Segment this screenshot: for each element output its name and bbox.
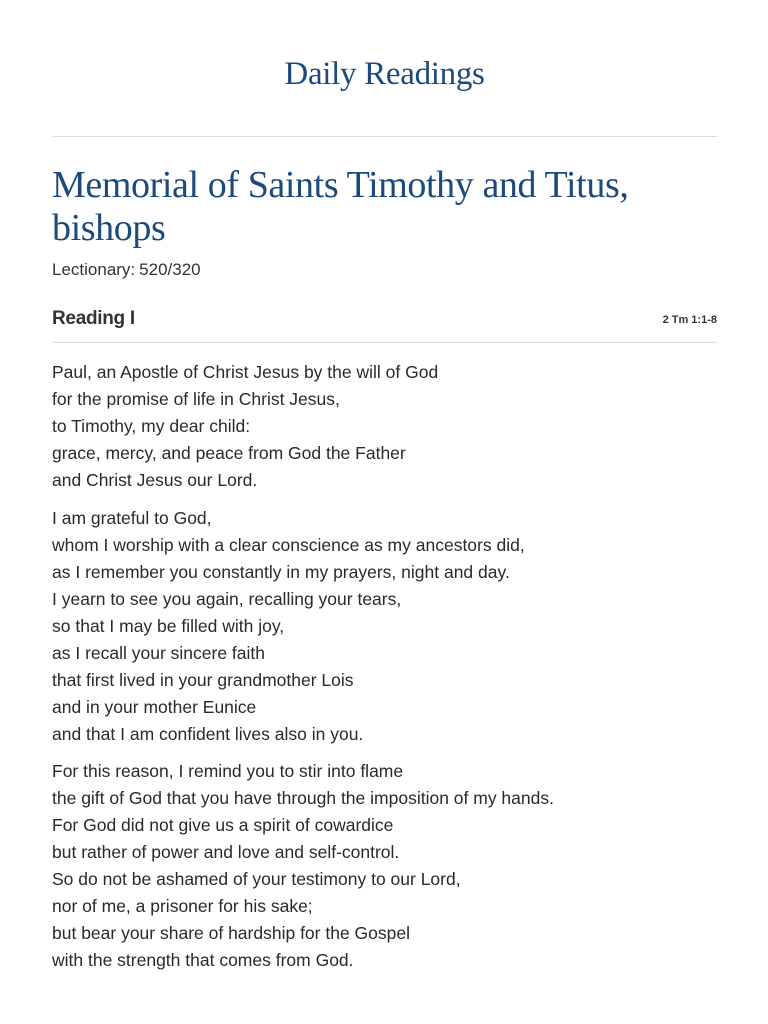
verse-line: but rather of power and love and self-control. [52,842,400,862]
day-title: Memorial of Saints Timothy and Titus, bishops [52,164,629,249]
verse-line: whom I worship with a clear conscience as my ancestors did, [52,535,525,555]
verse-line: I yearn to see you again, recalling your tears, [52,589,402,609]
lectionary-label: Lectionary: [52,260,136,279]
reading-divider [52,342,717,343]
verse-line: Paul, an Apostle of Christ Jesus by the will of God [52,362,439,382]
verse-line: grace, mercy, and peace from God the Father [52,443,406,463]
verse-line: with the strength that comes from God. [52,950,354,970]
reading-stanza-2 [52,505,717,748]
verse-line: as I remember you constantly in my prayers, night and day. [52,562,510,582]
verse-line: and in your mother Eunice [52,697,257,717]
verse-line: the gift of God that you have through the imposition of my hands. [52,788,554,808]
lectionary-number: 520/320 [139,260,201,279]
verse-line: that first lived in your grandmother Lois [52,670,354,690]
verse-line: as I recall your sincere faith [52,643,266,663]
verse-line: so that I may be filled with joy, [52,616,285,636]
reading-title: Reading I [52,308,135,329]
verse-line: and that I am confident lives also in you. [52,724,364,744]
verse-line: to Timothy, my dear child: [52,416,251,436]
verse-line: and Christ Jesus our Lord. [52,470,258,490]
site-title[interactable]: Daily Readings [284,56,485,92]
verse-line: I am grateful to God, [52,508,212,528]
reading-stanza-3 [52,758,717,974]
verse-line: but bear your share of hardship for the Gospel [52,923,410,943]
verse-line: For God did not give us a spirit of cowardice [52,815,394,835]
verse-line: nor of me, a prisoner for his sake; [52,896,313,916]
verse-line: So do not be ashamed of your testimony to our Lord, [52,869,461,889]
lectionary-info [52,257,201,283]
header-divider [52,136,717,137]
reading-stanza-1 [52,359,717,494]
verse-line: For this reason, I remind you to stir into flame [52,761,404,781]
verse-line: for the promise of life in Christ Jesus, [52,389,340,409]
reading-header [52,305,717,335]
scripture-citation-link[interactable]: 2 Tm 1:1-8 [662,314,717,326]
